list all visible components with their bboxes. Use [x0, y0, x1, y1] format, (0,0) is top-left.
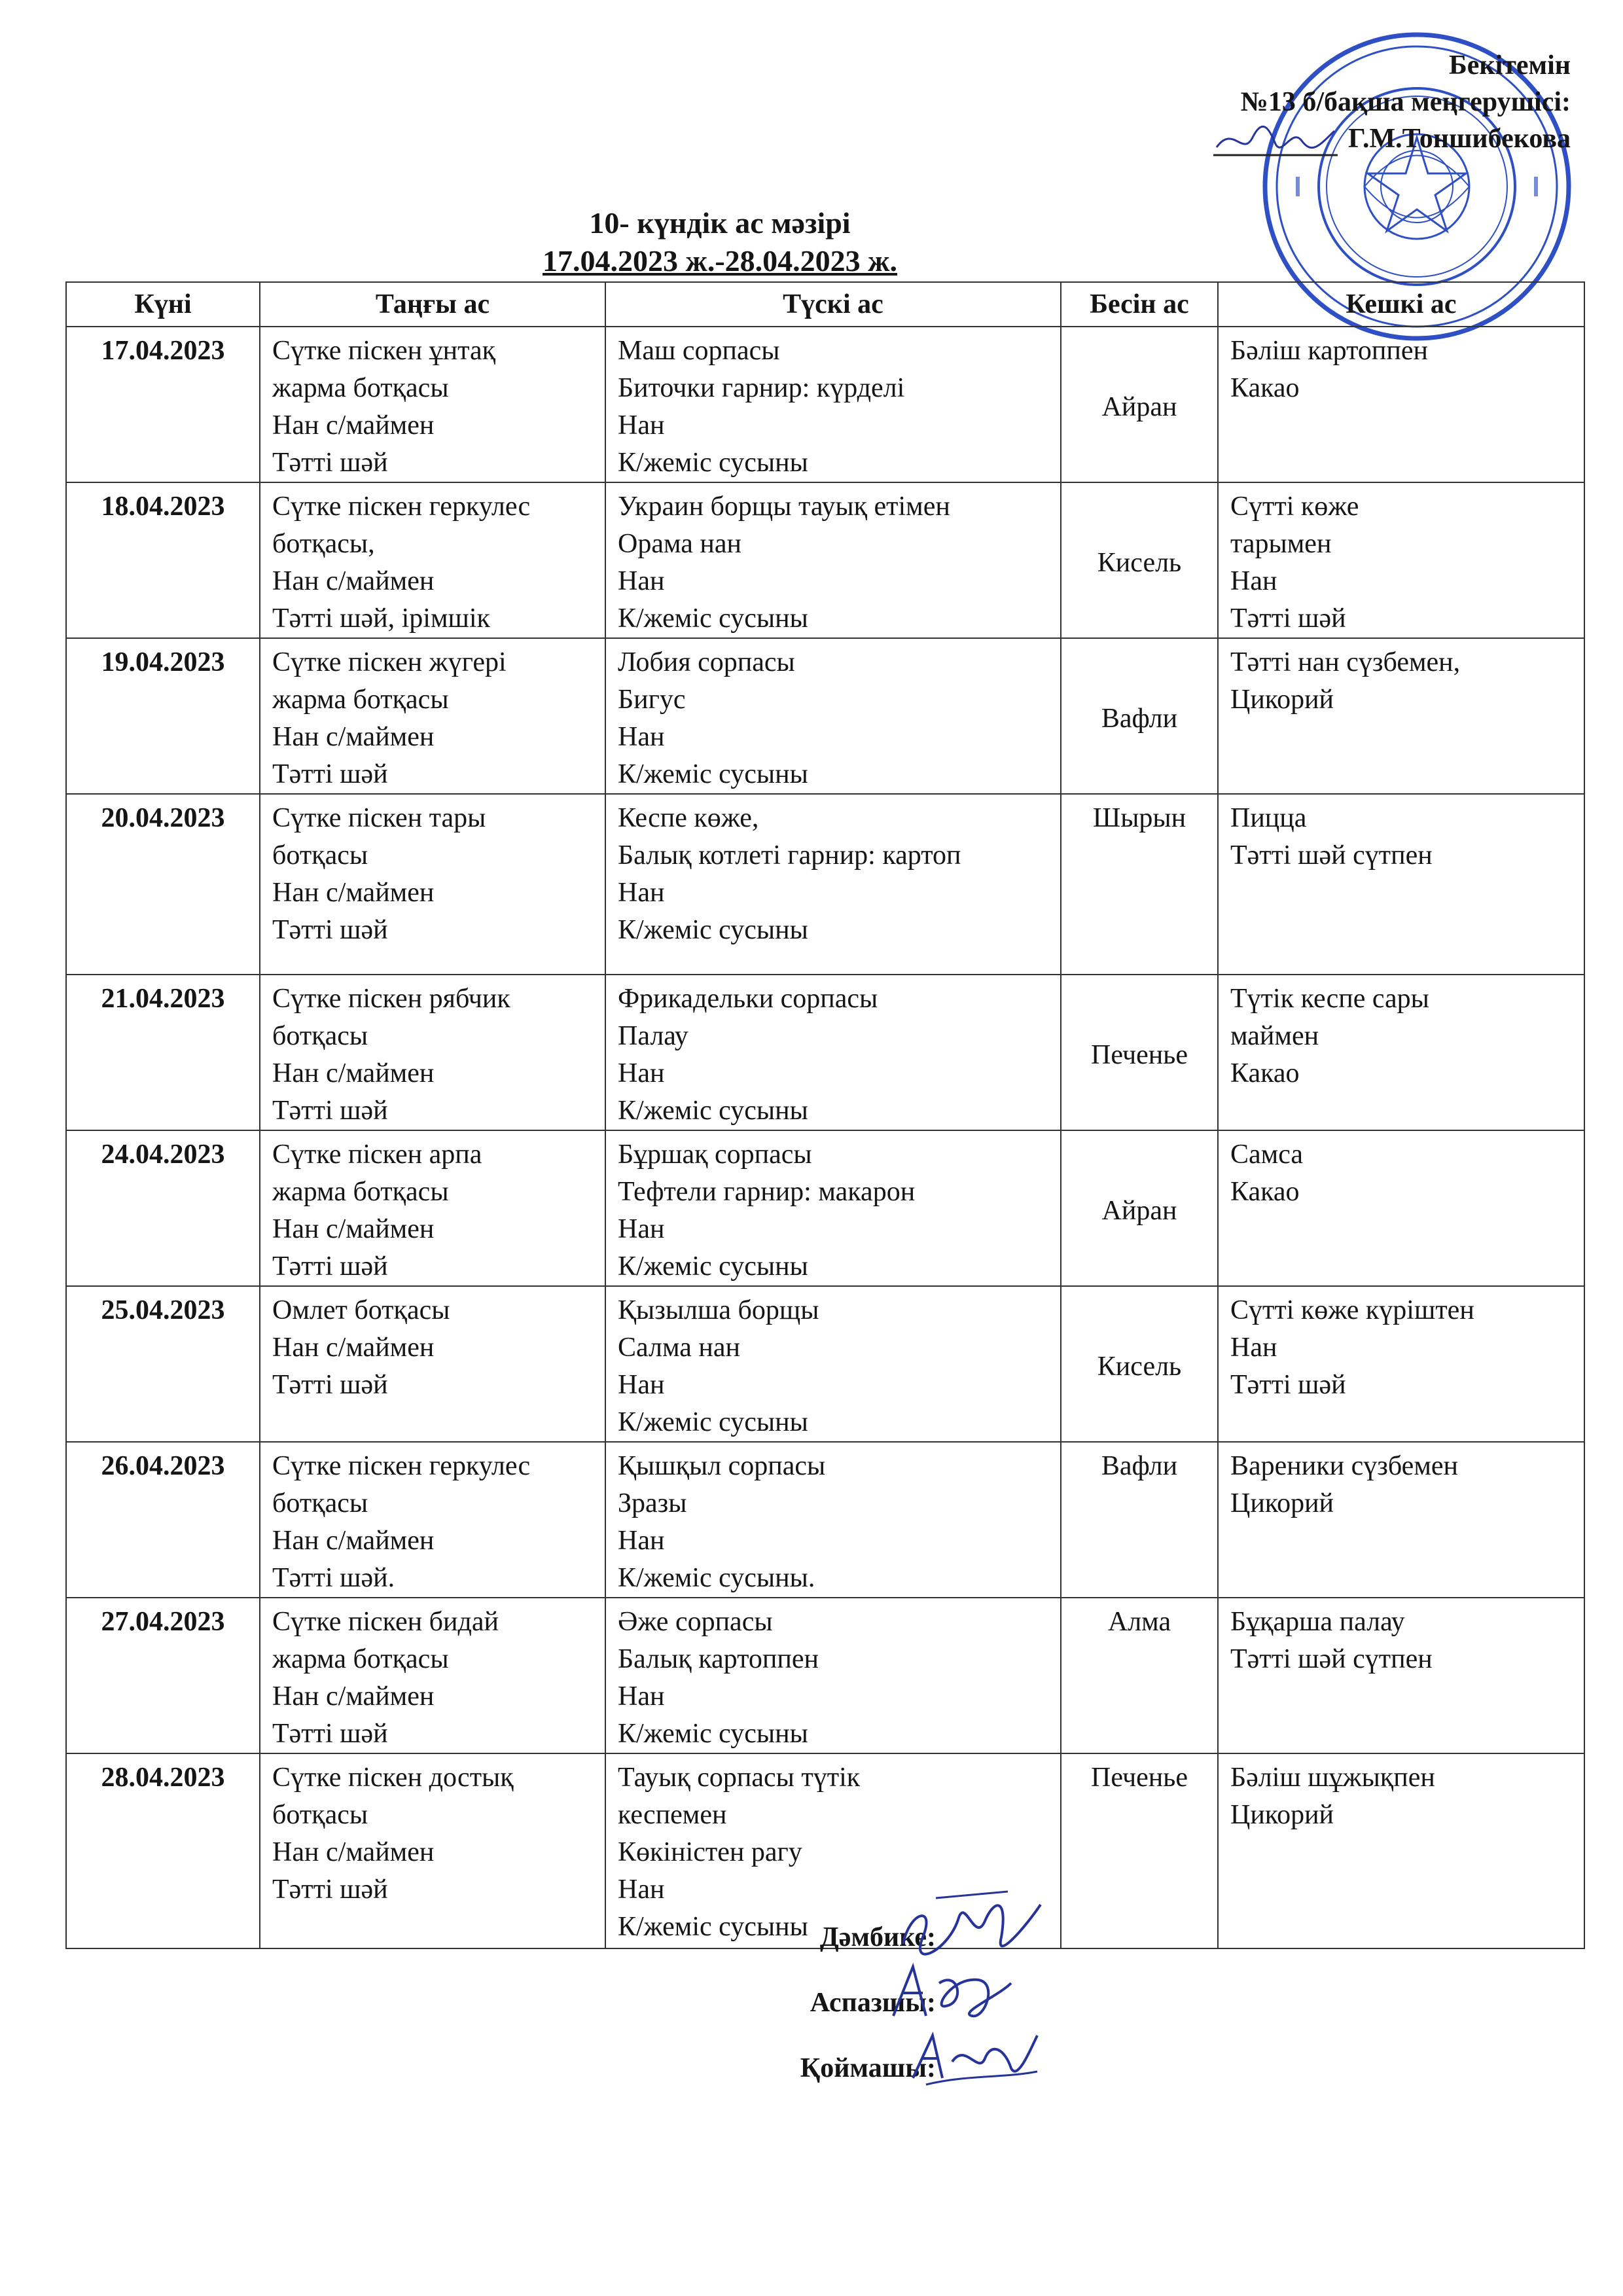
cell-dinner-line: Сүтті көже	[1230, 492, 1359, 522]
cell-snack: Шырын	[1061, 794, 1218, 975]
cell-lunch-line: Орама нан	[618, 529, 741, 559]
cell-date: 21.04.2023	[66, 975, 260, 1130]
cell-dinner-line: тарымен	[1230, 529, 1332, 559]
cell-dinner-line: Тәтті нан сүзбемен,	[1230, 647, 1461, 677]
cell-lunch-line: Нан	[618, 1526, 665, 1556]
cell-breakfast-line: Сүтке піскен геркулес	[272, 1451, 531, 1481]
cell-breakfast	[260, 1598, 605, 1753]
cell-dinner-line: Сүтті көже күріштен	[1230, 1295, 1474, 1325]
cell-dinner-line: Тәтті шәй сүтпен	[1230, 1644, 1433, 1674]
cell-lunch-line: Бұршақ сорпасы	[618, 1139, 812, 1170]
cell-dinner-line: Цикорий	[1230, 685, 1334, 715]
cell-dinner	[1218, 327, 1584, 482]
cell-breakfast-line: ботқасы	[272, 1800, 368, 1830]
cell-breakfast-line: Тәтті шәй	[272, 448, 388, 478]
header-day: Күні	[66, 282, 260, 327]
cell-breakfast-line: жарма ботқасы	[272, 685, 449, 715]
cell-lunch-line: К/жеміс сусыны	[618, 1407, 808, 1437]
cell-dinner-line: маймен	[1230, 1021, 1319, 1051]
cell-lunch	[605, 1286, 1061, 1442]
cell-lunch-line: Әже сорпасы	[618, 1607, 773, 1637]
cell-date: 17.04.2023	[66, 327, 260, 482]
cell-breakfast-line: Тәтті шәй.	[272, 1563, 395, 1593]
cell-lunch-line: Нан	[618, 1874, 665, 1905]
cell-breakfast-line: ботқасы	[272, 1488, 368, 1518]
table-body	[66, 327, 1584, 1948]
cell-breakfast-line: Сүтке піскен бидай	[272, 1607, 499, 1637]
cell-dinner-line: Какао	[1230, 1058, 1300, 1088]
cell-breakfast-line: Сүтке піскен геркулес	[272, 492, 531, 522]
cell-date: 20.04.2023	[66, 794, 260, 975]
cell-lunch-line: К/жеміс сусыны	[618, 448, 808, 478]
cell-lunch-line: Нан	[618, 722, 665, 752]
cell-dinner-line: Нан	[1230, 566, 1277, 596]
cell-lunch-line: К/жеміс сусыны	[618, 603, 808, 634]
cell-lunch-line: Лобия сорпасы	[618, 647, 795, 677]
approval-heading: Бекітемін	[1448, 50, 1571, 81]
cell-breakfast	[260, 1130, 605, 1286]
cell-dinner-line: Бәліш картоппен	[1230, 336, 1428, 366]
date-range	[0, 242, 1440, 280]
cell-snack: Печенье	[1061, 1753, 1218, 1948]
cell-lunch-line: Зразы	[618, 1488, 687, 1518]
cell-breakfast-line: Нан с/маймен	[272, 566, 435, 596]
cell-lunch-line: Биточки гарнир: күрделі	[618, 373, 905, 403]
cell-dinner	[1218, 975, 1584, 1130]
cell-lunch	[605, 1442, 1061, 1598]
cell-lunch-line: Нан	[618, 878, 665, 908]
cell-dinner-line: Түтік кеспе сары	[1230, 984, 1429, 1014]
director-name: Г.М.Тоншибекова	[1348, 124, 1571, 154]
cell-dinner-line: Бәліш шұжықпен	[1230, 1763, 1435, 1793]
cell-date: 26.04.2023	[66, 1442, 260, 1598]
table-row	[66, 638, 1584, 794]
cell-lunch-line: К/жеміс сусыны.	[618, 1563, 815, 1593]
cell-breakfast	[260, 975, 605, 1130]
cell-breakfast-line: жарма ботқасы	[272, 1177, 449, 1207]
cell-lunch-line: Нан	[618, 1681, 665, 1712]
approval-name-row	[1213, 120, 1571, 160]
cell-lunch-line: Тефтели гарнир: макарон	[618, 1177, 916, 1207]
cell-dinner	[1218, 1286, 1584, 1442]
cell-lunch-line: Палау	[618, 1021, 688, 1051]
cell-breakfast	[260, 482, 605, 638]
cell-breakfast-line: Нан с/маймен	[272, 1526, 435, 1556]
cell-lunch	[605, 975, 1061, 1130]
header-lunch: Түскі ас	[605, 282, 1061, 327]
cell-dinner-line: Нан	[1230, 1333, 1277, 1363]
cell-dinner	[1218, 1598, 1584, 1753]
cell-breakfast-line: Нан с/маймен	[272, 1333, 435, 1363]
cell-snack: Кисель	[1061, 482, 1218, 638]
cell-dinner-line: Тәтті шәй	[1230, 1370, 1346, 1400]
cell-dinner	[1218, 482, 1584, 638]
cell-lunch	[605, 638, 1061, 794]
cell-lunch-line: К/жеміс сусыны	[618, 1251, 808, 1282]
cell-breakfast-line: Нан с/маймен	[272, 722, 435, 752]
dietitian-label: Дәмбике:	[819, 1922, 936, 1952]
cell-snack: Айран	[1061, 1130, 1218, 1286]
cell-lunch-line: Қышқыл сорпасы	[618, 1451, 826, 1481]
storekeeper-signature	[906, 2022, 1044, 2094]
cell-dinner-line: Цикорий	[1230, 1800, 1334, 1830]
cell-date: 25.04.2023	[66, 1286, 260, 1442]
director-signature	[1213, 121, 1338, 160]
cell-breakfast-line: Тәтті шәй, ірімшік	[272, 603, 490, 634]
cell-lunch-line: К/жеміс сусыны	[618, 1096, 808, 1126]
cell-breakfast-line: Нан с/маймен	[272, 1837, 435, 1867]
cell-lunch-line: Көкіністен рагу	[618, 1837, 802, 1867]
cell-lunch-line: Нан	[618, 1058, 665, 1088]
cell-breakfast-line: Тәтті шәй	[272, 915, 388, 945]
cell-dinner	[1218, 1442, 1584, 1598]
table-row	[66, 794, 1584, 975]
cell-breakfast	[260, 638, 605, 794]
cell-lunch-line: кеспемен	[618, 1800, 727, 1830]
cell-date: 27.04.2023	[66, 1598, 260, 1753]
table-row	[66, 975, 1584, 1130]
cell-breakfast-line: Тәтті шәй	[272, 1874, 388, 1905]
table-row	[66, 1130, 1584, 1286]
cell-lunch-line: Фрикадельки сорпасы	[618, 984, 878, 1014]
cell-breakfast-line: жарма ботқасы	[272, 1644, 449, 1674]
cell-breakfast	[260, 1753, 605, 1948]
cell-lunch	[605, 482, 1061, 638]
cell-lunch-line: К/жеміс сусыны	[618, 1912, 808, 1942]
cell-lunch-line: Кеспе көже,	[618, 803, 759, 833]
cell-date: 19.04.2023	[66, 638, 260, 794]
table-row	[66, 327, 1584, 482]
cell-lunch-line: Қызылша борщы	[618, 1295, 819, 1325]
cell-breakfast-line: жарма ботқасы	[272, 373, 449, 403]
cell-breakfast-line: Тәтті шәй	[272, 1251, 388, 1282]
cell-breakfast-line: Нан с/маймен	[272, 1058, 435, 1088]
cell-breakfast-line: Нан с/маймен	[272, 410, 435, 440]
cell-dinner-line: Пицца	[1230, 803, 1307, 833]
cell-lunch	[605, 794, 1061, 975]
cell-lunch-line: Нан	[618, 1214, 665, 1244]
cell-snack: Вафли	[1061, 1442, 1218, 1598]
cook-label: Аспазшы:	[810, 1988, 936, 2018]
cell-breakfast-line: Тәтті шәй	[272, 759, 388, 789]
cell-snack: Айран	[1061, 327, 1218, 482]
cell-dinner-line: Тәтті шәй	[1230, 603, 1346, 634]
cell-dinner-line: Вареники сүзбемен	[1230, 1451, 1459, 1481]
cell-dinner	[1218, 794, 1584, 975]
cell-snack: Алма	[1061, 1598, 1218, 1753]
cell-lunch	[605, 327, 1061, 482]
cell-breakfast-line: Тәтті шәй	[272, 1370, 388, 1400]
cell-breakfast-line: ботқасы	[272, 840, 368, 870]
cell-dinner-line: Тәтті шәй сүтпен	[1230, 840, 1433, 870]
cell-lunch-line: Маш сорпасы	[618, 336, 780, 366]
table-row	[66, 1598, 1584, 1753]
cell-dinner	[1218, 1753, 1584, 1948]
cell-breakfast-line: Омлет ботқасы	[272, 1295, 450, 1325]
header-dinner: Кешкі ас	[1218, 282, 1584, 327]
cell-lunch-line: Нан	[618, 1370, 665, 1400]
table-row	[66, 1286, 1584, 1442]
cell-lunch-line: Украин борщы тауық етімен	[618, 492, 950, 522]
cell-breakfast-line: ботқасы	[272, 1021, 368, 1051]
cell-lunch-line: Салма нан	[618, 1333, 741, 1363]
approval-block	[1213, 47, 1571, 160]
menu-table	[65, 281, 1585, 1949]
cell-dinner	[1218, 638, 1584, 794]
cell-breakfast-line: Нан с/маймен	[272, 878, 435, 908]
storekeeper-label: Қоймашы:	[800, 2053, 936, 2083]
cell-dinner	[1218, 1130, 1584, 1286]
cell-lunch	[605, 1130, 1061, 1286]
cell-dinner-line: Самса	[1230, 1139, 1304, 1170]
cell-breakfast	[260, 1286, 605, 1442]
header-snack: Бесін ас	[1061, 282, 1218, 327]
cell-dinner-line: Какао	[1230, 1177, 1300, 1207]
cell-date: 18.04.2023	[66, 482, 260, 638]
cell-date: 28.04.2023	[66, 1753, 260, 1948]
cell-snack: Печенье	[1061, 975, 1218, 1130]
date-range-text: 17.04.2023 ж.-28.04.2023 ж.	[542, 244, 898, 278]
cell-lunch-line: Балық картоппен	[618, 1644, 819, 1674]
cell-breakfast-line: Сүтке піскен арпа	[272, 1139, 482, 1170]
cell-dinner-line: Цикорий	[1230, 1488, 1334, 1518]
table-header-row	[66, 282, 1584, 327]
cell-breakfast-line: Сүтке піскен достық	[272, 1763, 514, 1793]
cell-lunch-line: Нан	[618, 566, 665, 596]
cell-breakfast-line: Нан с/маймен	[272, 1214, 435, 1244]
cell-breakfast	[260, 1442, 605, 1598]
header-breakfast: Таңғы ас	[260, 282, 605, 327]
cell-lunch-line: Нан	[618, 410, 665, 440]
cell-date: 24.04.2023	[66, 1130, 260, 1286]
table-row	[66, 482, 1584, 638]
cell-breakfast-line: Нан с/маймен	[272, 1681, 435, 1712]
cell-lunch-line: Бигус	[618, 685, 686, 715]
page-title: 10- күндік ас мәзірі	[589, 206, 851, 240]
cell-lunch-line: Тауық сорпасы түтік	[618, 1763, 861, 1793]
cell-breakfast-line: Тәтті шәй	[272, 1096, 388, 1126]
cell-breakfast-line: Сүтке піскен жүгері	[272, 647, 507, 677]
table-row	[66, 1442, 1584, 1598]
cell-lunch	[605, 1598, 1061, 1753]
approval-position: №13 б/бақша меңгерушісі:	[1240, 87, 1571, 117]
cook-signature	[887, 1957, 1018, 2029]
cell-lunch-line: К/жеміс сусыны	[618, 1719, 808, 1749]
cell-breakfast-line: ботқасы,	[272, 529, 375, 559]
cell-snack: Кисель	[1061, 1286, 1218, 1442]
cell-breakfast	[260, 327, 605, 482]
cell-snack: Вафли	[1061, 638, 1218, 794]
cell-breakfast	[260, 794, 605, 975]
cell-lunch-line: К/жеміс сусыны	[618, 915, 808, 945]
cell-breakfast-line: Сүтке піскен тары	[272, 803, 486, 833]
cell-lunch-line: К/жеміс сусыны	[618, 759, 808, 789]
cell-lunch-line: Балық котлеті гарнир: картоп	[618, 840, 961, 870]
cell-breakfast-line: Сүтке піскен ұнтақ	[272, 336, 496, 366]
cell-dinner-line: Бұқарша палау	[1230, 1607, 1405, 1637]
cell-dinner-line: Какао	[1230, 373, 1300, 403]
cell-breakfast-line: Тәтті шәй	[272, 1719, 388, 1749]
cell-breakfast-line: Сүтке піскен рябчик	[272, 984, 510, 1014]
